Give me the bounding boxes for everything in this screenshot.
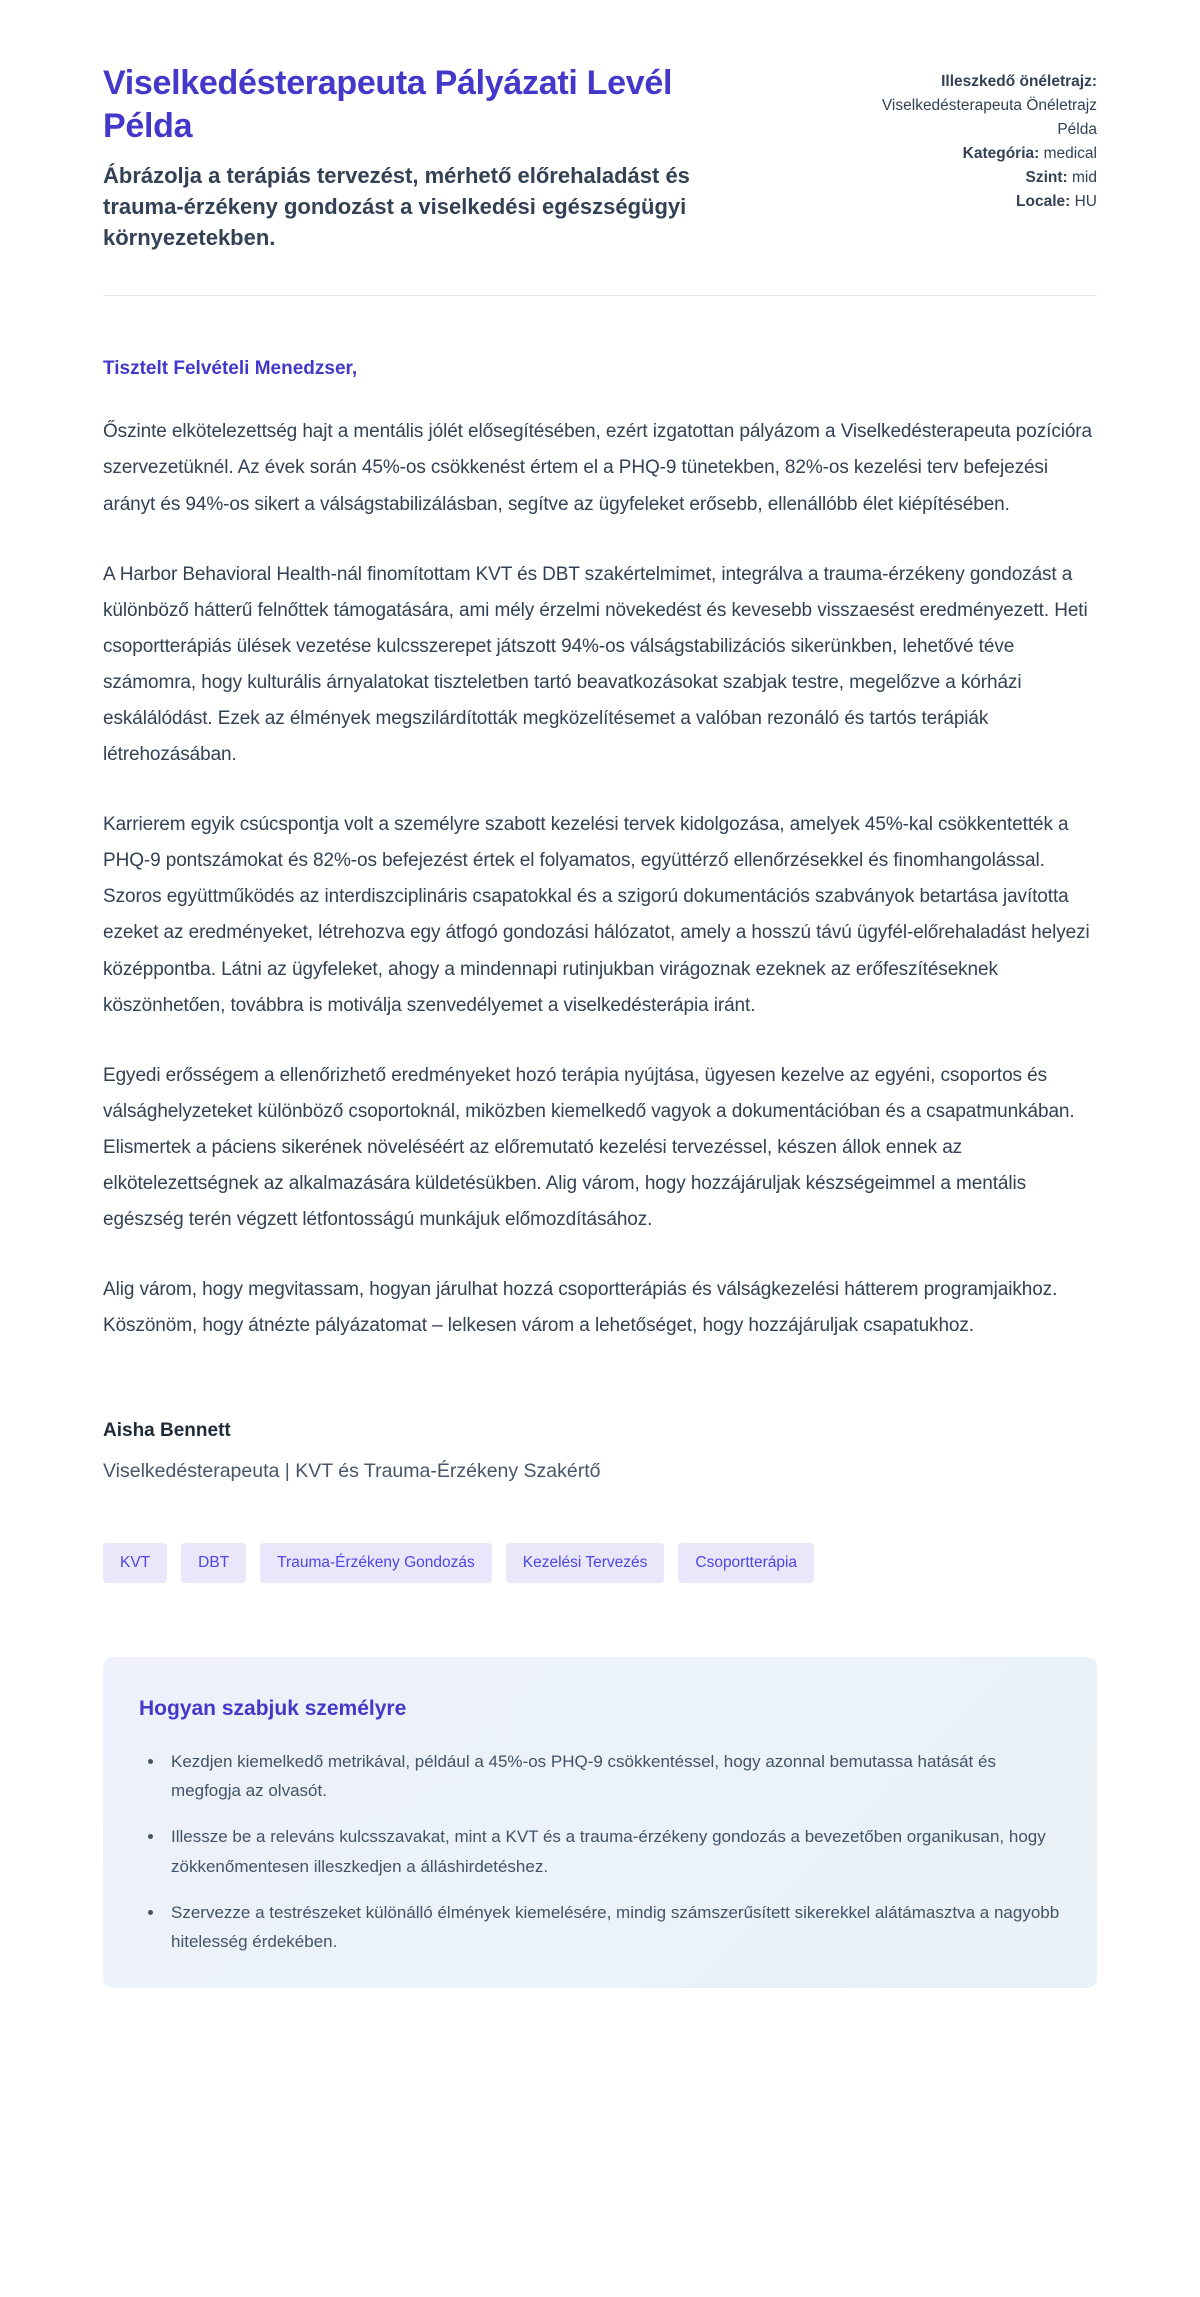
tips-heading: Hogyan szabjuk személyre	[139, 1696, 407, 1720]
tag-list	[103, 1543, 1097, 1583]
meta-locale	[845, 190, 1097, 214]
personalization-tips-box	[103, 1657, 1097, 1988]
page-header	[103, 62, 1097, 253]
letter-paragraph-1: Őszinte elkötelezettség hajt a mentális jólét elősegítésében, ezért izgatottan pályázom a Viselkedésterapeuta pozícióra szervezetüknél. Az évek során 45%-os csökkenést értem el a PHQ-9 tünetekben, 82%-os kezelési terv befejezési arányt és 94%-os sikert a válságstabilizálásban, segítve az ügyfeleket erősebb, ellenállóbb élet kiépítésében.	[103, 421, 1093, 515]
tips-item-1: • Kezdjen kiemelkedő metrikával, például a 45%-os PHQ-9 csökkentéssel, hogy azonnal bemutassa hatását és megfogja az olvasót.	[165, 1747, 1061, 1805]
meta-category	[845, 142, 1097, 166]
tag-kvt: KVT	[103, 1543, 167, 1583]
header-title-block	[103, 62, 753, 253]
page-subtitle: Ábrázolja a terápiás tervezést, mérhető előrehaladást és trauma-érzékeny gondozást a viselkedési egészségügyi környezetekben.	[103, 162, 690, 251]
meta-category-value: medical	[1039, 145, 1097, 163]
signature-name: Aisha Bennett	[103, 1420, 231, 1442]
meta-level-label: Szint:	[1025, 169, 1068, 187]
meta-level-value: mid	[1067, 169, 1097, 187]
resume-meta-block	[845, 62, 1097, 253]
letter-paragraph-5: Alig várom, hogy megvitassam, hogyan járulhat hozzá csoportterápiás és válságkezelési hátterem programjaikhoz. Köszönöm, hogy átnézte pályázatomat – lelkesen várom a lehetőséget, hogy hozzájáruljak csapatukhoz.	[103, 1279, 1058, 1337]
tag-treatment-planning: Kezelési Tervezés	[506, 1543, 665, 1583]
meta-matching-resume-value: Viselkedésterapeuta Önéletrajz Példa	[881, 97, 1097, 139]
letter-paragraph-2: A Harbor Behavioral Health-nál finomítottam KVT és DBT szakértelmimet, integrálva a trauma-érzékeny gondozást a különböző hátterű felnőttek támogatására, ami mély érzelmi növekedést és kevesebb visszaesést eredményezett. Heti csoportterápiás ülések vezetése kulcsszerepet játszott 94%-os válságstabilizációs sikerünkben, lehetővé téve számomra, hogy kulturális árnyalatokat tiszteletben tartó beavatkozásokat szabjak testre, megelőzve a kórházi eskálálódást. Ezek az élmények megszilárdították megközelítésemet a valóban rezonáló és tartós terápiák létrehozásában.	[103, 563, 1088, 766]
tag-group-therapy: Csoportterápia	[678, 1543, 814, 1583]
tag-trauma-informed-care: Trauma-Érzékeny Gondozás	[260, 1543, 492, 1583]
tag-dbt: DBT	[181, 1543, 246, 1583]
page-title: Viselkedésterapeuta Pályázati Levél Példa	[103, 64, 673, 145]
meta-category-label: Kategória:	[962, 145, 1040, 163]
tips-list	[139, 1747, 1061, 1956]
meta-matching-resume-label: Illeszkedő önéletrajz:	[941, 73, 1097, 90]
tips-item-3: • Szervezze a testrészeket különálló élmények kiemelésére, mindig számszerűsített sikerekkel alátámasztva a nagyobb hitelesség érdekében.	[165, 1898, 1061, 1956]
cover-letter-page	[103, 0, 1097, 2058]
meta-locale-value: HU	[1070, 193, 1097, 211]
signature-title: Viselkedésterapeuta | KVT és Trauma-Érzékeny Szakértő	[103, 1460, 601, 1483]
header-divider	[103, 295, 1097, 296]
meta-locale-label: Locale:	[1016, 193, 1071, 211]
letter-greeting: Tisztelt Felvételi Menedzser,	[103, 358, 358, 380]
meta-level	[845, 166, 1097, 190]
letter-paragraph-4: Egyedi erősségem a ellenőrizhető eredményeket hozó terápia nyújtása, ügyesen kezelve az egyéni, csoportos és válsághelyzeteket különböző csoportoknál, miközben kiemelkedő vagyok a dokumentációban és a csapatmunkában. Elismertek a páciens sikerének növeléséért az előremutató kezelési tervezéssel, készen állok ennek az elkötelezettségnek az alkalmazására küldetésükben. Alig várom, hogy hozzájáruljak készségeimmel a mentális egészség terén végzett létfontosságú munkájuk előmozdításához.	[103, 1064, 1075, 1231]
tips-item-2: • Illessze be a releváns kulcsszavakat, mint a KVT és a trauma-érzékeny gondozás a bevezetőben organikusan, hogy zökkenőmentesen illeszkedjen a álláshirdetéshez.	[165, 1822, 1061, 1880]
letter-paragraph-3: Karrierem egyik csúcspontja volt a személyre szabott kezelési tervek kidolgozása, amelyek 45%-kal csökkentették a PHQ-9 pontszámokat és 82%-os befejezést értek el folyamatos, együttérző ellenőrzésekkel és finomhangolással. Szoros együttműködés az interdiszciplináris csapatokkal és a szigorú dokumentációs szabványok betartása javította ezeket az eredményeket, létrehozva egy átfogó gondozási hálózatot, amely a hosszú távú ügyfél-előrehaladást helyezi középpontba. Látni az ügyfeleket, ahogy a mindennapi rutinjukban virágoznak ezeknek az erőfeszítéseknek köszönhetően, továbbra is motiválja szenvedélyemet a viselkedésterápia iránt.	[103, 814, 1090, 1016]
